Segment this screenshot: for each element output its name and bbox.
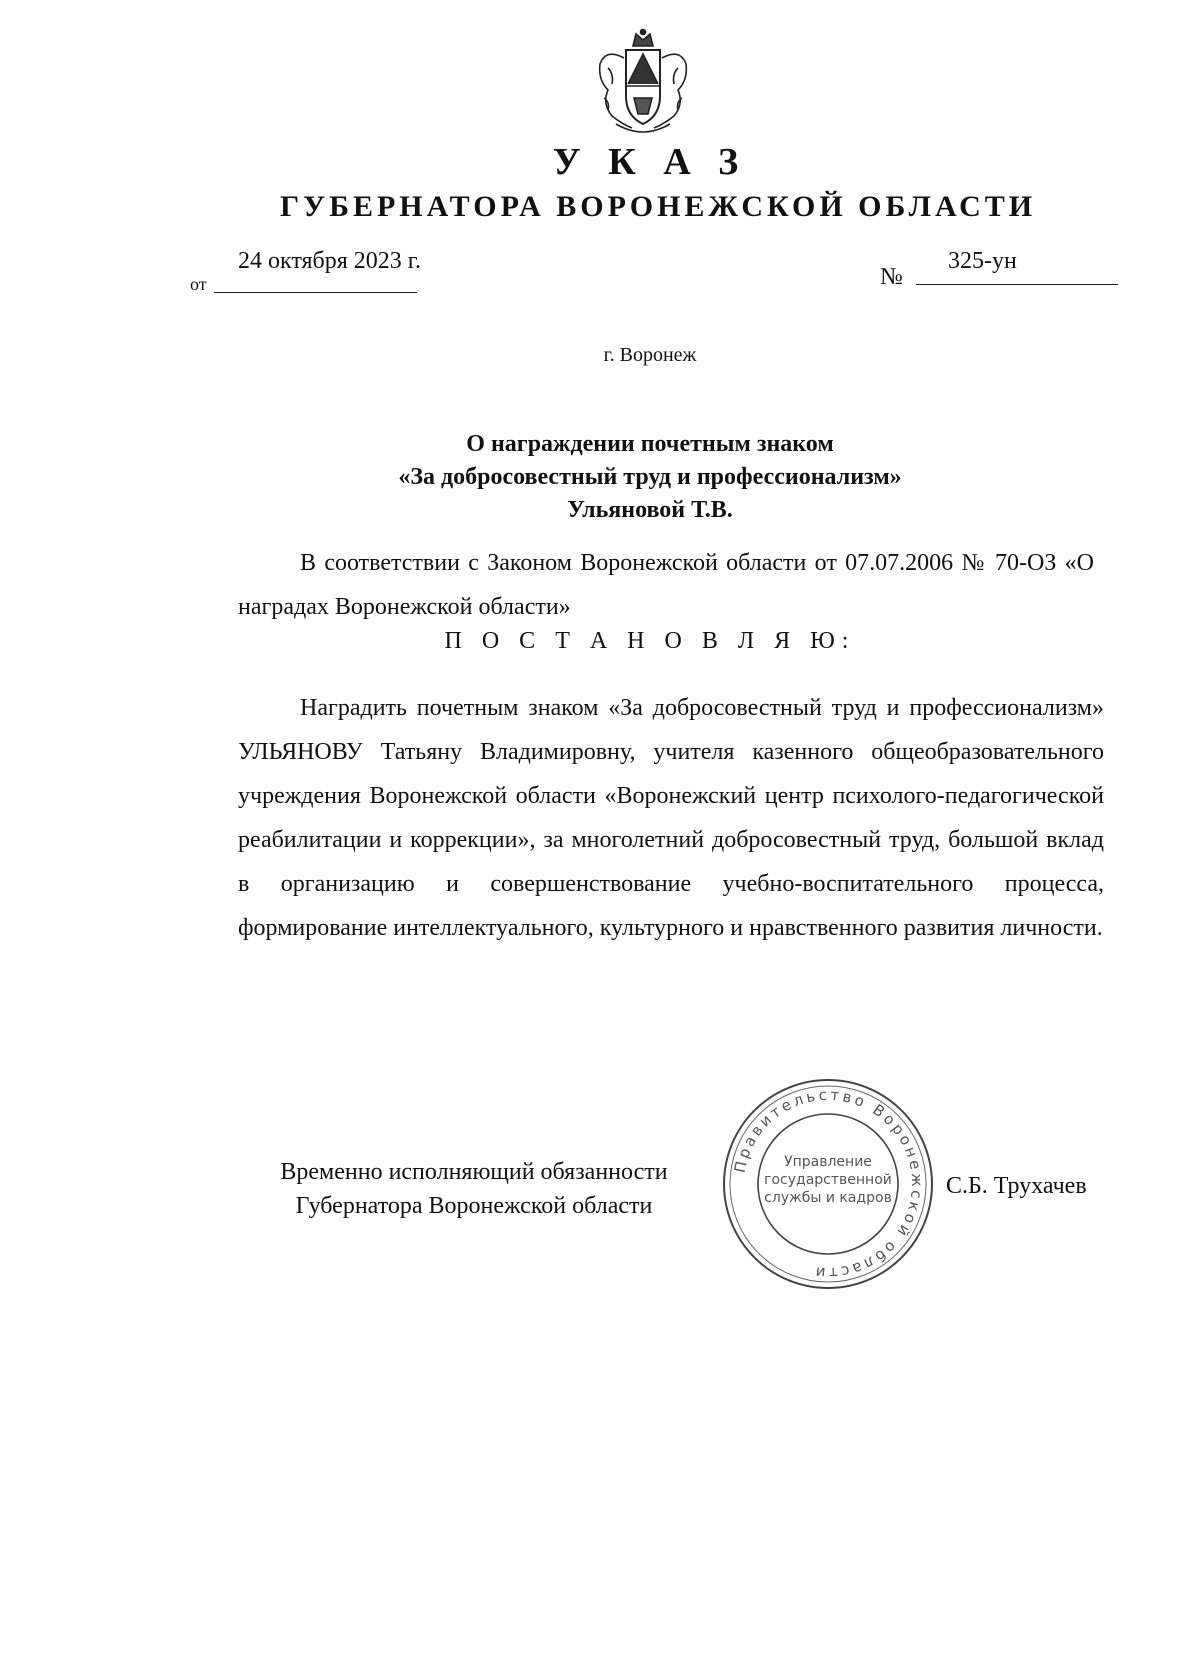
signer-name: С.Б. Трухачев	[946, 1173, 1087, 1199]
date-label: от	[190, 274, 207, 294]
coat-of-arms-emblem	[588, 28, 698, 140]
stamp-inner-line-1: Управление	[784, 1154, 872, 1170]
stamp-ring-text: Правительство Воронежской области	[730, 1085, 927, 1283]
document-date: 24 октября 2023 г.	[238, 248, 421, 274]
subject-line-1: О награждении почетным знаком	[466, 431, 834, 457]
decree-subject	[0, 428, 1200, 527]
decree-body-paragraph: Наградить почетным знаком «За добросовестный труд и профессионализм» УЛЬЯНОВУ Татьяну Владимировну, учителя казенного общеобразовательного учреждения Воронежской области «Воронежский центр психолого-педагогической реабилитации и коррекции», за многолетний добросовестный труд, большой вклад в организацию и совершенствование учебно-воспитательного процесса, формирование интеллектуального, культурного и нравственного развития личности.	[238, 695, 1104, 941]
official-stamp	[718, 1074, 938, 1294]
subject-line-2: «За добросовестный труд и профессионализм»	[398, 464, 902, 490]
decree-operative-word: П О С Т А Н О В Л Я Ю:	[444, 628, 856, 654]
stamp-inner-line-2: государственной	[764, 1172, 892, 1188]
date-underline	[214, 292, 417, 293]
stamp-inner-line-3: службы и кадров	[764, 1190, 892, 1206]
document-issuer: ГУБЕРНАТОРА ВОРОНЕЖСКОЙ ОБЛАСТИ	[280, 190, 1037, 223]
number-underline	[916, 284, 1118, 285]
document-type-title: У К А З	[552, 141, 748, 183]
document-number: 325-ун	[948, 248, 1017, 274]
signer-position	[246, 1155, 702, 1223]
legal-basis-paragraph: В соответствии с Законом Воронежской области от 07.07.2006 № 70-ОЗ «О наградах Воронежской области»	[238, 550, 1094, 620]
subject-line-3: Ульяновой Т.В.	[567, 497, 733, 523]
signer-position-line-2: Губернатора Воронежской области	[295, 1193, 653, 1219]
city-of-issue: г. Воронеж	[603, 344, 697, 366]
signer-position-line-1: Временно исполняющий обязанности	[280, 1159, 668, 1185]
number-label: №	[880, 264, 903, 290]
